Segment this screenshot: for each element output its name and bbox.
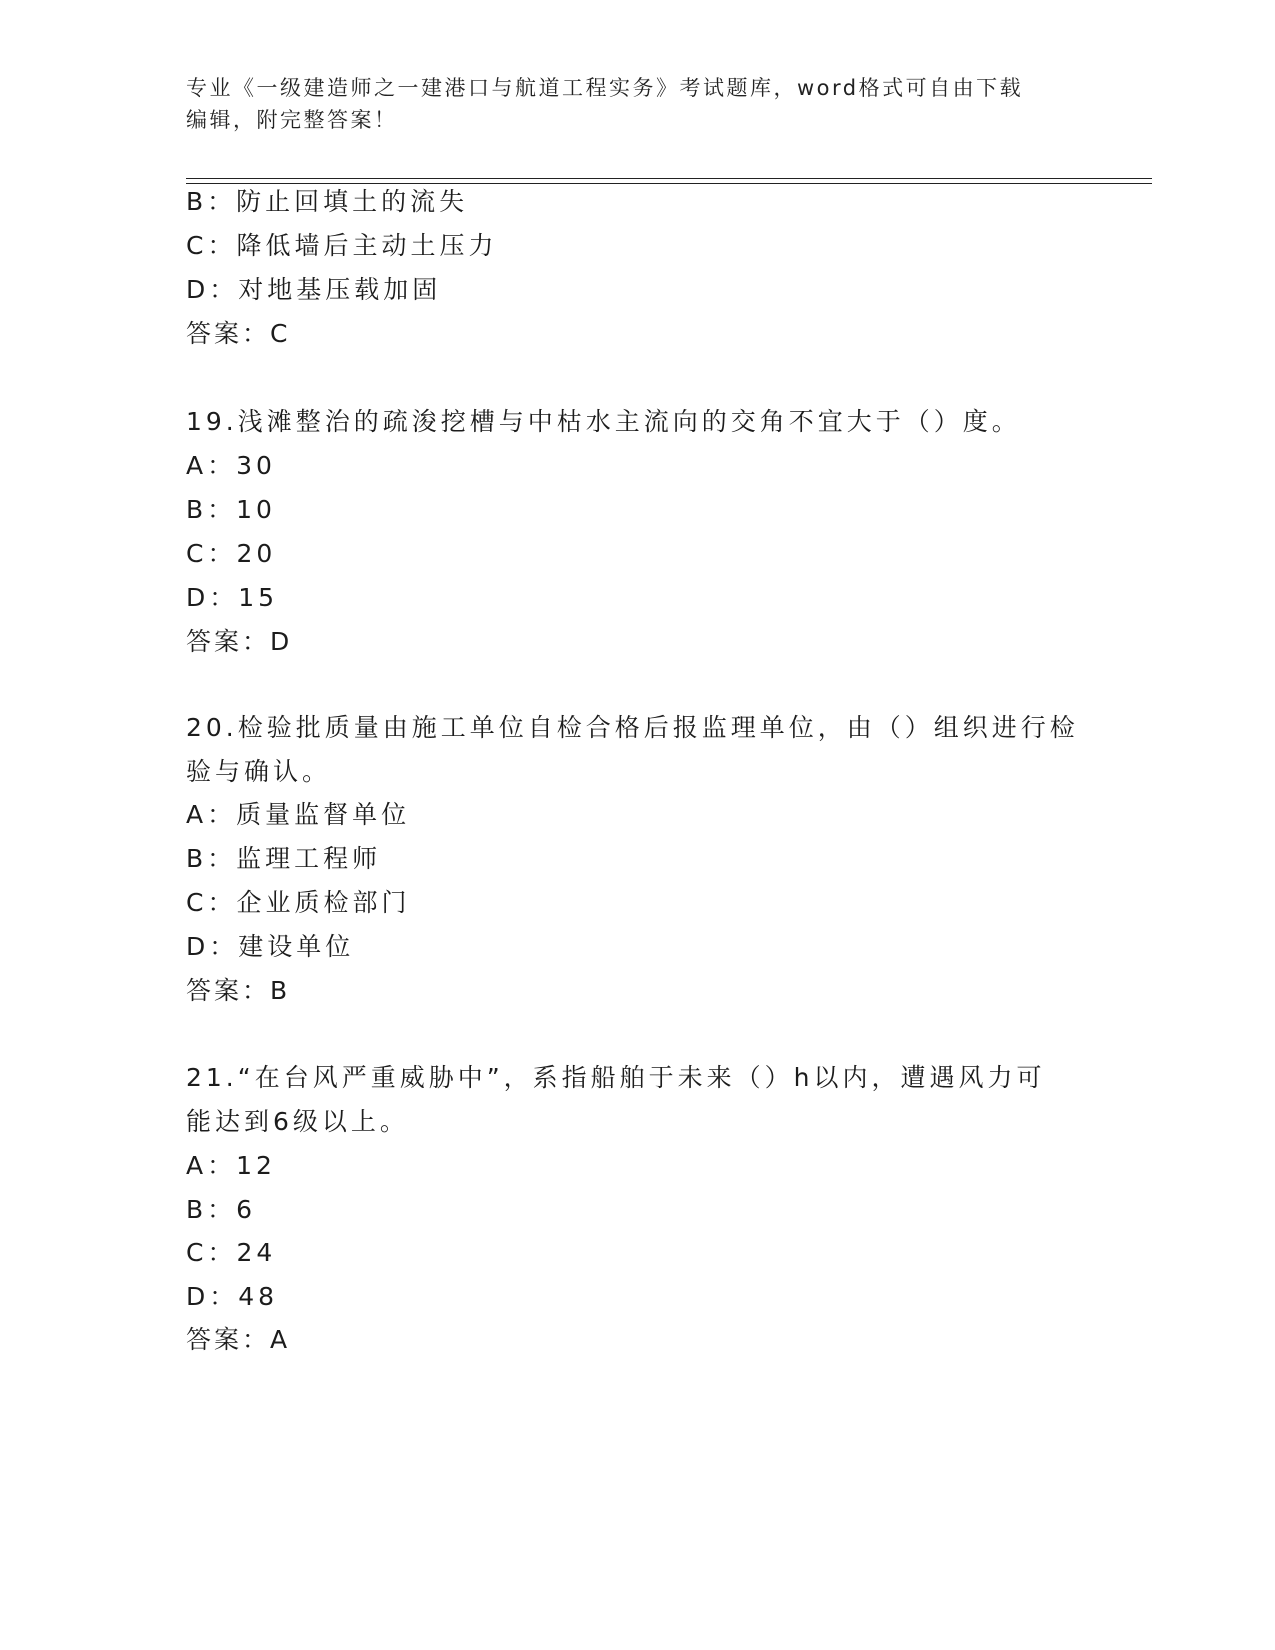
q18-option-b: B：防止回填土的流失 [186, 187, 469, 216]
q21-option-c: C：24 [186, 1238, 277, 1267]
document-header [186, 72, 1066, 136]
q19-option-c: C：20 [186, 539, 277, 568]
q20-answer: 答案：B [186, 976, 291, 1005]
q18-option-c: C：降低墙后主动土压力 [186, 231, 498, 260]
q19-option-a: A：30 [186, 451, 276, 480]
q19-answer: 答案：D [186, 627, 293, 656]
q20-option-c: C：企业质检部门 [186, 888, 411, 917]
q21-option-d: D：48 [186, 1282, 279, 1311]
q19-question: 19.浅滩整治的疏浚挖槽与中枯水主流向的交角不宜大于（）度。 [186, 407, 1021, 436]
q21-option-b: B：6 [186, 1195, 257, 1224]
q21-question-line-2: 能达到6级以上。 [186, 1107, 409, 1136]
header-line-2: 编辑，附完整答案！ [186, 108, 398, 132]
q20-option-a: A：质量监督单位 [186, 800, 411, 829]
q21-answer: 答案：A [186, 1325, 291, 1354]
q20-option-d: D：建设单位 [186, 932, 355, 961]
q18-option-d: D：对地基压载加固 [186, 275, 442, 304]
q18-answer: 答案：C [186, 319, 291, 348]
q20-question-line-1: 20.检验批质量由施工单位自检合格后报监理单位，由（）组织进行检 [186, 713, 1079, 742]
q20-option-b: B：监理工程师 [186, 844, 382, 873]
q21-option-a: A：12 [186, 1151, 276, 1180]
q19-option-d: D：15 [186, 583, 279, 612]
header-line-1: 专业《一级建造师之一建港口与航道工程实务》考试题库，word格式可自由下载 [186, 76, 1024, 100]
header-divider [186, 178, 1152, 184]
q21-question-line-1: 21.“在台风严重威胁中”，系指船舶于未来（）h以内，遭遇风力可 [186, 1063, 1046, 1092]
q20-question-line-2: 验与确认。 [186, 757, 332, 786]
q19-option-b: B：10 [186, 495, 276, 524]
